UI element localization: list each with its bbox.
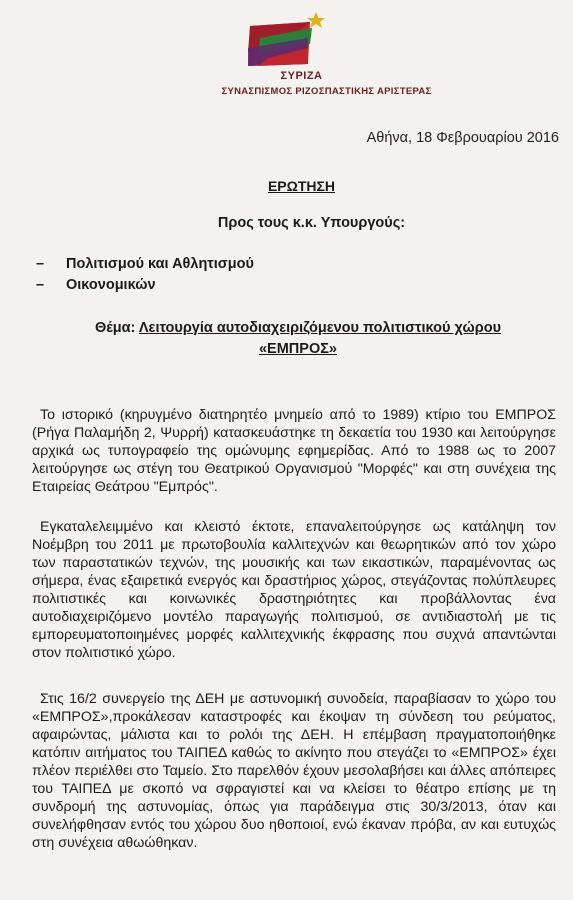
party-name: ΣΥΡΙΖΑ	[280, 70, 323, 82]
dash-bullet: –	[36, 256, 45, 272]
addressee-line: Προς τους κ.κ. Υπουργούς:	[217, 215, 406, 231]
document-type-heading: ΕΡΩΤΗΣΗ	[267, 178, 336, 194]
body-paragraph-3: Στις 16/2 συνεργείο της ΔΕΗ με αστυνομική συνοδεία, παραβίασαν το χώρο του «ΕΜΠΡΟΣ»,προκάλεσαν καταστροφές και έκοψαν τη σύνδεση του ρεύματος, αφαιρώντας, μάλιστα και το ρολόι της ΔΕΗ. Η επέμβαση πραγματοποιήθηκε κατόπιν αιτήματος του ΤΑΙΠΕΔ καθώς το ακίνητο που στεγάζει το «ΕΜΠΡΟΣ» έχει πλέον περιέλθει στο Ταμείο. Στο παρελθόν έχουν μεσολαβήσει και άλλες απόπειρες του ΤΑΙΠΕΔ με σκοπό να σφραγιστεί και να κλείσει το θέατρο επίσης με τη συνδρομή της αστυνομίας, όπως για παράδειγμα στις 30/3/2013, όταν και συνελήφθησαν εντός του χώρου δυο ηθοποιοί, ενώ έκαναν πρόβα, αν και ευτυχώς στη συνέχεια αθωώθηκαν.	[32, 691, 556, 851]
subject-block	[48, 318, 548, 360]
ministries-list	[36, 256, 254, 298]
subject-title: Λειτουργία αυτοδιαχειριζόμενου πολιτιστικού χώρου	[138, 320, 502, 336]
document-date: Αθήνα, 18 Φεβρουαρίου 2016	[366, 130, 559, 146]
list-item	[36, 277, 254, 298]
ministry-name: Πολιτισμού και Αθλητισμού	[66, 256, 254, 272]
subject-title-2: «ΕΜΠΡΟΣ»	[258, 341, 337, 357]
subject-label: Θέμα:	[94, 320, 136, 336]
list-item	[36, 256, 254, 277]
ministry-name: Οικονομικών	[66, 277, 156, 293]
syriza-flag-star-logo	[238, 8, 338, 68]
party-full-name: ΣΥΝΑΣΠΙΣΜΟΣ ΡΙΖΟΣΠΑΣΤΙΚΗΣ ΑΡΙΣΤΕΡΑΣ	[221, 86, 432, 97]
body-paragraph-1: Το ιστορικό (κηρυγμένο διατηρητέο μνημείο από το 1989) κτίριο του ΕΜΠΡΟΣ (Ρήγα Παλαμήδη 2, Ψυρρή) κατασκευάστηκε τη δεκαετία του 1930 και λειτούργησε αρχικά ως τυπογραφείο της ομώνυμης εφημερίδας. Από το 1988 ως το 2007 λειτούργησε ως στέγη του Θεατρικού Οργανισμού "Μορφές" και στη συνέχεια της Εταιρείας Θεάτρου "Εμπρός".	[32, 407, 556, 495]
dash-bullet: –	[36, 277, 45, 293]
body-paragraph-2: Εγκαταλελειμμένο και κλειστό έκτοτε, επαναλειτούργησε ως κατάληψη τον Νοέμβρη του 2011 με πρωτοβουλία καλλιτεχνών και θεωρητικών από τον χώρο των παραστατικών τεχνών, της μουσικής και των εικαστικών, παραμένοντας ως σήμερα, ένας εξαιρετικά ενεργός και δραστήριος χώρος, στεγάζοντας πολύπλευρες πολιτιστικές και κοινωνικές δραστηριότητες και προβάλλοντας ένα αυτοδιαχειριζόμενο μοντέλο παραγωγής πολιτισμού, σε αντιδιαστολή με τις εμπορευματοποιημένες μορφές καλλιτεχνικής έκφρασης που συχνά απαντώνται στον πολιτιστικό χώρο.	[32, 519, 556, 661]
